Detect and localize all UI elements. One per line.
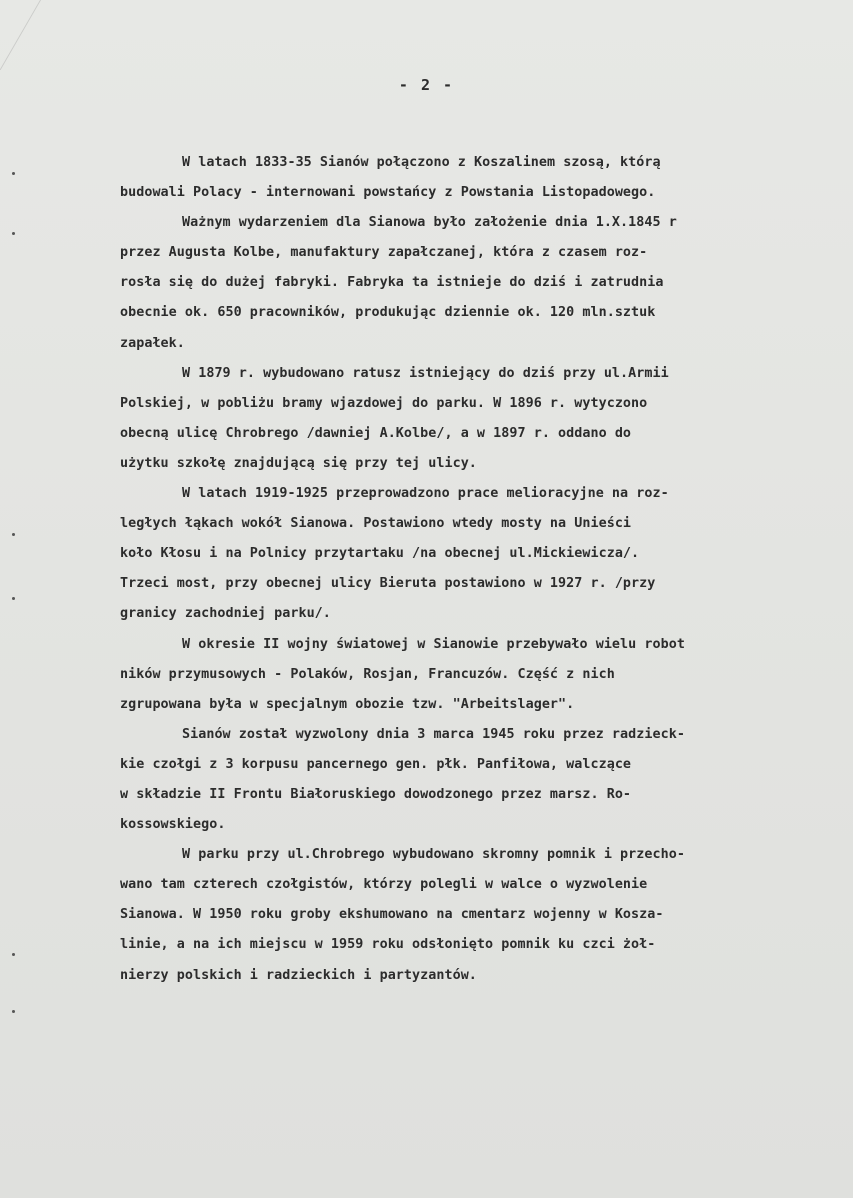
text-line: Sianów został wyzwolony dnia 3 marca 1945 roku przez radzieck-: [182, 726, 685, 742]
punch-hole-mark: [12, 172, 15, 175]
text-line: użytku szkołę znajdującą się przy tej ulicy.: [120, 455, 477, 471]
text-line: W latach 1919-1925 przeprowadzono prace melioracyjne na roz-: [182, 486, 669, 502]
typed-text-body: [120, 148, 850, 991]
punch-hole-mark: [12, 597, 15, 600]
text-line: obecną ulicę Chrobrego /dawniej A.Kolbe/, a w 1897 r. oddano do: [120, 425, 632, 441]
text-line: linie, a na ich miejscu w 1959 roku odsłonięto pomnik ku czci żoł-: [120, 937, 656, 953]
text-line: kie czołgi z 3 korpusu pancernego gen. płk. Panfiłowa, walczące: [120, 756, 632, 772]
text-line: zgrupowana była w specjalnym obozie tzw. "Arbeitslager".: [120, 696, 575, 712]
text-line: ników przymusowych - Polaków, Rosjan, Francuzów. Część z nich: [120, 666, 615, 682]
text-line: Ważnym wydarzeniem dla Sianowa było założenie dnia 1.X.1845 r: [182, 215, 677, 231]
text-line: Trzeci most, przy obecnej ulicy Bieruta postawiono w 1927 r. /przy: [120, 576, 656, 592]
text-line: W 1879 r. wybudowano ratusz istniejący do dziś przy ul.Armii: [182, 365, 669, 381]
text-line: nierzy polskich i radzieckich i partyzantów.: [120, 967, 477, 983]
punch-hole-mark: [12, 1010, 15, 1013]
page-fold-mark: [0, 0, 41, 70]
text-line: obecnie ok. 650 pracowników, produkując dziennie ok. 120 mln.sztuk: [120, 305, 656, 321]
text-line: zapałek.: [120, 335, 185, 351]
text-line: rosła się do dużej fabryki. Fabryka ta istnieje do dziś i zatrudnia: [120, 275, 664, 291]
page-number: - 2 -: [398, 76, 455, 94]
text-line: W latach 1833-35 Sianów połączono z Koszalinem szosą, którą: [182, 155, 661, 170]
text-line: koło Kłosu i na Polnicy przytartaku /na obecnej ul.Mickiewicza/.: [120, 546, 640, 562]
text-line: budowali Polacy - internowani powstańcy z Powstania Listopadowego.: [120, 185, 656, 201]
punch-hole-mark: [12, 953, 15, 956]
text-line: Polskiej, w pobliżu bramy wjazdowej do parku. W 1896 r. wytyczono: [120, 395, 648, 411]
text-line: granicy zachodniej parku/.: [120, 606, 331, 622]
text-line: przez Augusta Kolbe, manufaktury zapałczanej, która z czasem roz-: [120, 245, 648, 261]
text-line: kossowskiego.: [120, 817, 226, 833]
text-line: ległych łąkach wokół Sianowa. Postawiono wtedy mosty na Unieści: [120, 516, 632, 532]
text-line: w składzie II Frontu Białoruskiego dowodzonego przez marsz. Ro-: [120, 786, 632, 802]
text-line: Sianowa. W 1950 roku groby ekshumowano na cmentarz wojenny w Kosza-: [120, 907, 664, 923]
text-line: W parku przy ul.Chrobrego wybudowano skromny pomnik i przecho-: [182, 847, 685, 863]
text-line: W okresie II wojny światowej w Sianowie przebywało wielu robot: [182, 636, 685, 652]
text-line: wano tam czterech czołgistów, którzy polegli w walce o wyzwolenie: [120, 877, 648, 893]
punch-hole-mark: [12, 232, 15, 235]
punch-hole-mark: [12, 533, 15, 536]
